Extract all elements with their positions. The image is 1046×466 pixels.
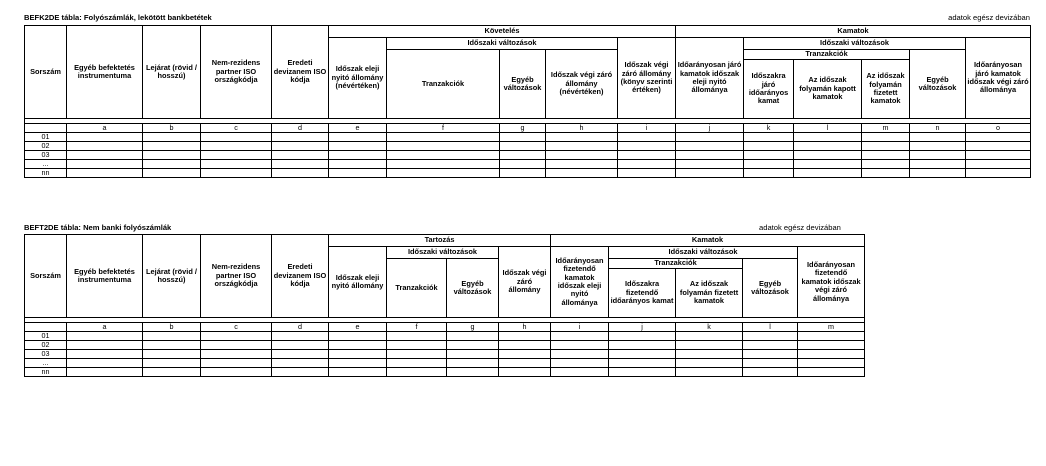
t2-head-b: Lejárat (rövid / hosszú) (143, 235, 201, 318)
t1-head-m: Az időszak folyamán fizetett kamatok (862, 60, 910, 119)
t1-sub-tranzakciok: Tranzakciók (744, 50, 910, 60)
t1-letter: a (67, 124, 143, 133)
t2-input-cell[interactable] (499, 368, 551, 377)
t2-input-cell[interactable] (743, 359, 798, 368)
t1-input-cell[interactable] (272, 133, 329, 142)
t2-row-number: ... (25, 359, 67, 368)
t1-input-cell[interactable] (744, 169, 794, 178)
t1-input-cell[interactable] (618, 142, 676, 151)
t2-input-cell[interactable] (67, 332, 143, 341)
t2-input-cell[interactable] (329, 341, 387, 350)
t2-input-cell[interactable] (609, 368, 676, 377)
t2-sub-kamat-idoszaki-valtozasok: Időszaki változások (609, 247, 798, 259)
t1-input-cell[interactable] (862, 133, 910, 142)
t2-input-cell[interactable] (447, 359, 499, 368)
t1-input-cell[interactable] (794, 151, 862, 160)
table1 (24, 25, 1031, 178)
t1-input-cell[interactable] (966, 142, 1031, 151)
t1-input-cell[interactable] (143, 160, 201, 169)
t1-input-cell[interactable] (794, 169, 862, 178)
t2-input-cell[interactable] (499, 350, 551, 359)
t1-letter: i (618, 124, 676, 133)
t1-letter: m (862, 124, 910, 133)
t2-input-cell[interactable] (143, 332, 201, 341)
t1-input-cell[interactable] (862, 169, 910, 178)
t1-input-cell[interactable] (744, 160, 794, 169)
t1-input-cell[interactable] (676, 160, 744, 169)
t2-input-cell[interactable] (387, 350, 447, 359)
t1-row-number: nn (25, 169, 67, 178)
t2-sub-tranzakciok: Tranzakciók (609, 259, 743, 269)
t1-input-cell[interactable] (500, 169, 546, 178)
t2-letter: k (676, 323, 743, 332)
t1-letter: k (744, 124, 794, 133)
table2-title: BEFT2DE tábla: Nem banki folyószámlák (24, 223, 172, 232)
t1-input-cell[interactable] (500, 133, 546, 142)
t2-letter: f (387, 323, 447, 332)
t2-head-c: Nem-rezidens partner ISO országkódja (201, 235, 272, 318)
t1-letter: d (272, 124, 329, 133)
t2-input-cell[interactable] (272, 368, 329, 377)
t1-head-n: Egyéb változások (910, 50, 966, 119)
t1-row (25, 142, 1031, 151)
t2-letter: b (143, 323, 201, 332)
t1-input-cell[interactable] (329, 133, 387, 142)
t2-row-number: 03 (25, 350, 67, 359)
t1-row-number: 01 (25, 133, 67, 142)
t2-input-cell[interactable] (798, 350, 865, 359)
t1-letter: n (910, 124, 966, 133)
t1-input-cell[interactable] (272, 142, 329, 151)
t2-letter: d (272, 323, 329, 332)
t1-input-cell[interactable] (910, 160, 966, 169)
t1-row (25, 169, 1031, 178)
t2-input-cell[interactable] (143, 341, 201, 350)
t1-input-cell[interactable] (862, 142, 910, 151)
t2-row (25, 350, 865, 359)
t1-input-cell[interactable] (272, 151, 329, 160)
t1-input-cell[interactable] (143, 142, 201, 151)
t2-letter: j (609, 323, 676, 332)
t1-input-cell[interactable] (387, 133, 500, 142)
t1-input-cell[interactable] (618, 169, 676, 178)
t1-row (25, 133, 1031, 142)
t1-sub-idoszaki-valtozasok: Időszaki változások (387, 38, 618, 50)
t2-letter: l (743, 323, 798, 332)
t2-input-cell[interactable] (272, 359, 329, 368)
t1-input-cell[interactable] (744, 142, 794, 151)
t1-input-cell[interactable] (500, 142, 546, 151)
t1-row-number: ... (25, 160, 67, 169)
t1-input-cell[interactable] (329, 142, 387, 151)
t1-letter: e (329, 124, 387, 133)
t1-input-cell[interactable] (67, 142, 143, 151)
t1-row (25, 151, 1031, 160)
t1-input-cell[interactable] (67, 160, 143, 169)
t2-input-cell[interactable] (201, 368, 272, 377)
t2-letter: g (447, 323, 499, 332)
t2-input-cell[interactable] (272, 341, 329, 350)
t1-input-cell[interactable] (794, 142, 862, 151)
t1-input-cell[interactable] (618, 133, 676, 142)
t1-input-cell[interactable] (618, 151, 676, 160)
t1-input-cell[interactable] (744, 151, 794, 160)
t1-head-e: Időszak eleji nyitó állomány (névértéken) (329, 38, 387, 119)
t1-letter: l (794, 124, 862, 133)
t1-head-c: Nem-rezidens partner ISO országkódja (201, 26, 272, 119)
t2-head-e: Időszak eleji nyitó állomány (329, 247, 387, 318)
t1-sub-kamat-idoszaki-valtozasok: Időszaki változások (744, 38, 966, 50)
t1-letter: f (387, 124, 500, 133)
t1-input-cell[interactable] (676, 133, 744, 142)
t1-input-cell[interactable] (910, 142, 966, 151)
t2-input-cell[interactable] (387, 368, 447, 377)
t2-head-m: Időarányosan fizetendő kamatok időszak végi záró állománya (798, 247, 865, 318)
t2-input-cell[interactable] (743, 368, 798, 377)
t2-row-number: nn (25, 368, 67, 377)
t1-input-cell[interactable] (546, 151, 618, 160)
t2-input-cell[interactable] (143, 359, 201, 368)
t2-letter: m (798, 323, 865, 332)
t1-input-cell[interactable] (794, 160, 862, 169)
t1-input-cell[interactable] (201, 160, 272, 169)
t2-group-kamatok: Kamatok (551, 235, 865, 247)
table1-title: BEFK2DE tábla: Folyószámlák, lekötött bankbetétek (24, 13, 212, 22)
t2-input-cell[interactable] (387, 359, 447, 368)
t2-input-cell[interactable] (609, 341, 676, 350)
t2-input-cell[interactable] (609, 350, 676, 359)
t2-row (25, 359, 865, 368)
t1-head-a: Egyéb befektetés instrumentuma (67, 26, 143, 119)
t2-input-cell[interactable] (609, 332, 676, 341)
t2-head-h: Időszak végi záró állomány (499, 247, 551, 318)
t1-head-i: Időszak végi záró állomány (könyv szerinti értéken) (618, 38, 676, 119)
t2-input-cell[interactable] (447, 341, 499, 350)
t2-group-tartozas: Tartozás (329, 235, 551, 247)
t1-head-j: Időarányosan járó kamatok időszak eleji nyitó állománya (676, 38, 744, 119)
t2-input-cell[interactable] (201, 359, 272, 368)
t2-head-k: Az időszak folyamán fizetett kamatok (676, 269, 743, 318)
t1-input-cell[interactable] (500, 160, 546, 169)
t1-input-cell[interactable] (272, 160, 329, 169)
t2-letter: a (67, 323, 143, 332)
t1-letter: g (500, 124, 546, 133)
t1-input-cell[interactable] (143, 133, 201, 142)
t1-input-cell[interactable] (744, 133, 794, 142)
t1-head-d: Eredeti devizanem ISO kódja (272, 26, 329, 119)
t1-input-cell[interactable] (546, 160, 618, 169)
t2-input-cell[interactable] (551, 368, 609, 377)
t1-input-cell[interactable] (676, 151, 744, 160)
t2-input-cell[interactable] (329, 359, 387, 368)
t2-letter-blank (25, 323, 67, 332)
t1-input-cell[interactable] (67, 133, 143, 142)
t2-input-cell[interactable] (447, 332, 499, 341)
table1-note: adatok egész devizában (948, 13, 1030, 22)
t1-input-cell[interactable] (143, 169, 201, 178)
t2-input-cell[interactable] (201, 341, 272, 350)
t2-head-l: Egyéb változások (743, 259, 798, 318)
t1-input-cell[interactable] (862, 151, 910, 160)
t2-input-cell[interactable] (67, 368, 143, 377)
t1-head-g: Egyéb változások (500, 50, 546, 119)
t1-row-number: 03 (25, 151, 67, 160)
t2-row-number: 02 (25, 341, 67, 350)
t1-head-k: Időszakra járó időarányos kamat (744, 60, 794, 119)
t2-input-cell[interactable] (551, 350, 609, 359)
t2-input-cell[interactable] (798, 332, 865, 341)
t1-input-cell[interactable] (618, 160, 676, 169)
t1-input-cell[interactable] (910, 169, 966, 178)
t1-input-cell[interactable] (387, 151, 500, 160)
t1-head-o: Időarányosan járó kamatok időszak végi záró állománya (966, 38, 1031, 119)
t2-head-i: Időarányosan fizetendő kamatok időszak eleji nyitó állománya (551, 247, 609, 318)
t2-head-a: Egyéb befektetés instrumentuma (67, 235, 143, 318)
t2-sub-idoszaki-valtozasok: Időszaki változások (387, 247, 499, 259)
t1-letter: j (676, 124, 744, 133)
t1-input-cell[interactable] (329, 160, 387, 169)
t1-head-b: Lejárat (rövid / hosszú) (143, 26, 201, 119)
t2-input-cell[interactable] (143, 368, 201, 377)
t1-input-cell[interactable] (546, 133, 618, 142)
t2-input-cell[interactable] (67, 341, 143, 350)
t1-input-cell[interactable] (862, 160, 910, 169)
t2-input-cell[interactable] (272, 332, 329, 341)
t2-input-cell[interactable] (201, 332, 272, 341)
t1-input-cell[interactable] (329, 151, 387, 160)
t2-input-cell[interactable] (329, 350, 387, 359)
table2-note: adatok egész devizában (759, 223, 841, 232)
t1-input-cell[interactable] (676, 142, 744, 151)
t1-input-cell[interactable] (201, 142, 272, 151)
t1-input-cell[interactable] (966, 151, 1031, 160)
t2-input-cell[interactable] (447, 350, 499, 359)
t2-input-cell[interactable] (676, 350, 743, 359)
t1-input-cell[interactable] (794, 133, 862, 142)
t2-input-cell[interactable] (676, 332, 743, 341)
t2-letter: e (329, 323, 387, 332)
t1-input-cell[interactable] (387, 169, 500, 178)
table2 (24, 234, 865, 377)
t1-input-cell[interactable] (676, 169, 744, 178)
t2-letter: c (201, 323, 272, 332)
t1-input-cell[interactable] (201, 151, 272, 160)
t1-input-cell[interactable] (546, 142, 618, 151)
t2-row (25, 332, 865, 341)
t2-input-cell[interactable] (329, 332, 387, 341)
t1-input-cell[interactable] (201, 133, 272, 142)
t2-head-f: Tranzakciók (387, 259, 447, 318)
t1-input-cell[interactable] (67, 169, 143, 178)
t1-letter: c (201, 124, 272, 133)
t1-head-h: Időszak végi záró állomány (névértéken) (546, 50, 618, 119)
t1-letter-blank (25, 124, 67, 133)
t2-input-cell[interactable] (499, 341, 551, 350)
t2-input-cell[interactable] (798, 359, 865, 368)
t2-head-g: Egyéb változások (447, 259, 499, 318)
t1-row-number: 02 (25, 142, 67, 151)
t1-letter: o (966, 124, 1031, 133)
t2-input-cell[interactable] (67, 350, 143, 359)
t1-input-cell[interactable] (143, 151, 201, 160)
t2-input-cell[interactable] (447, 368, 499, 377)
t2-input-cell[interactable] (329, 368, 387, 377)
t1-input-cell[interactable] (272, 169, 329, 178)
t1-input-cell[interactable] (910, 151, 966, 160)
t1-input-cell[interactable] (329, 169, 387, 178)
t1-input-cell[interactable] (966, 133, 1031, 142)
t2-input-cell[interactable] (201, 350, 272, 359)
t2-input-cell[interactable] (798, 368, 865, 377)
t1-input-cell[interactable] (387, 142, 500, 151)
t1-input-cell[interactable] (910, 133, 966, 142)
t1-group-kovetels: Követelés (329, 26, 676, 38)
t2-input-cell[interactable] (609, 359, 676, 368)
t2-input-cell[interactable] (551, 341, 609, 350)
t1-input-cell[interactable] (966, 169, 1031, 178)
t2-input-cell[interactable] (499, 359, 551, 368)
t2-letter: i (551, 323, 609, 332)
t1-head-l: Az időszak folyamán kapott kamatok (794, 60, 862, 119)
t2-row (25, 368, 865, 377)
t1-input-cell[interactable] (387, 160, 500, 169)
t1-letter: h (546, 124, 618, 133)
t2-input-cell[interactable] (551, 359, 609, 368)
t2-input-cell[interactable] (387, 341, 447, 350)
t2-input-cell[interactable] (743, 341, 798, 350)
t2-input-cell[interactable] (272, 350, 329, 359)
t2-input-cell[interactable] (387, 332, 447, 341)
t2-input-cell[interactable] (143, 350, 201, 359)
t1-head-f: Tranzakciók (387, 50, 500, 119)
t2-row (25, 341, 865, 350)
t2-row-number: 01 (25, 332, 67, 341)
t1-input-cell[interactable] (201, 169, 272, 178)
t2-head-j: Időszakra fizetendő időarányos kamat (609, 269, 676, 318)
t2-input-cell[interactable] (551, 332, 609, 341)
t2-input-cell[interactable] (676, 368, 743, 377)
t2-input-cell[interactable] (676, 359, 743, 368)
t1-letter: b (143, 124, 201, 133)
t2-input-cell[interactable] (743, 332, 798, 341)
t2-head-sorszam: Sorszám (25, 235, 67, 318)
t2-input-cell[interactable] (499, 332, 551, 341)
t1-input-cell[interactable] (67, 151, 143, 160)
t2-input-cell[interactable] (676, 341, 743, 350)
t1-group-kamatok: Kamatok (676, 26, 1031, 38)
t2-head-d: Eredeti devizanem ISO kódja (272, 235, 329, 318)
t2-letter: h (499, 323, 551, 332)
t1-input-cell[interactable] (966, 160, 1031, 169)
t2-input-cell[interactable] (798, 341, 865, 350)
t1-input-cell[interactable] (546, 169, 618, 178)
t2-input-cell[interactable] (743, 350, 798, 359)
t2-input-cell[interactable] (67, 359, 143, 368)
t1-row (25, 160, 1031, 169)
t1-head-sorszam: Sorszám (25, 26, 67, 119)
t1-input-cell[interactable] (500, 151, 546, 160)
